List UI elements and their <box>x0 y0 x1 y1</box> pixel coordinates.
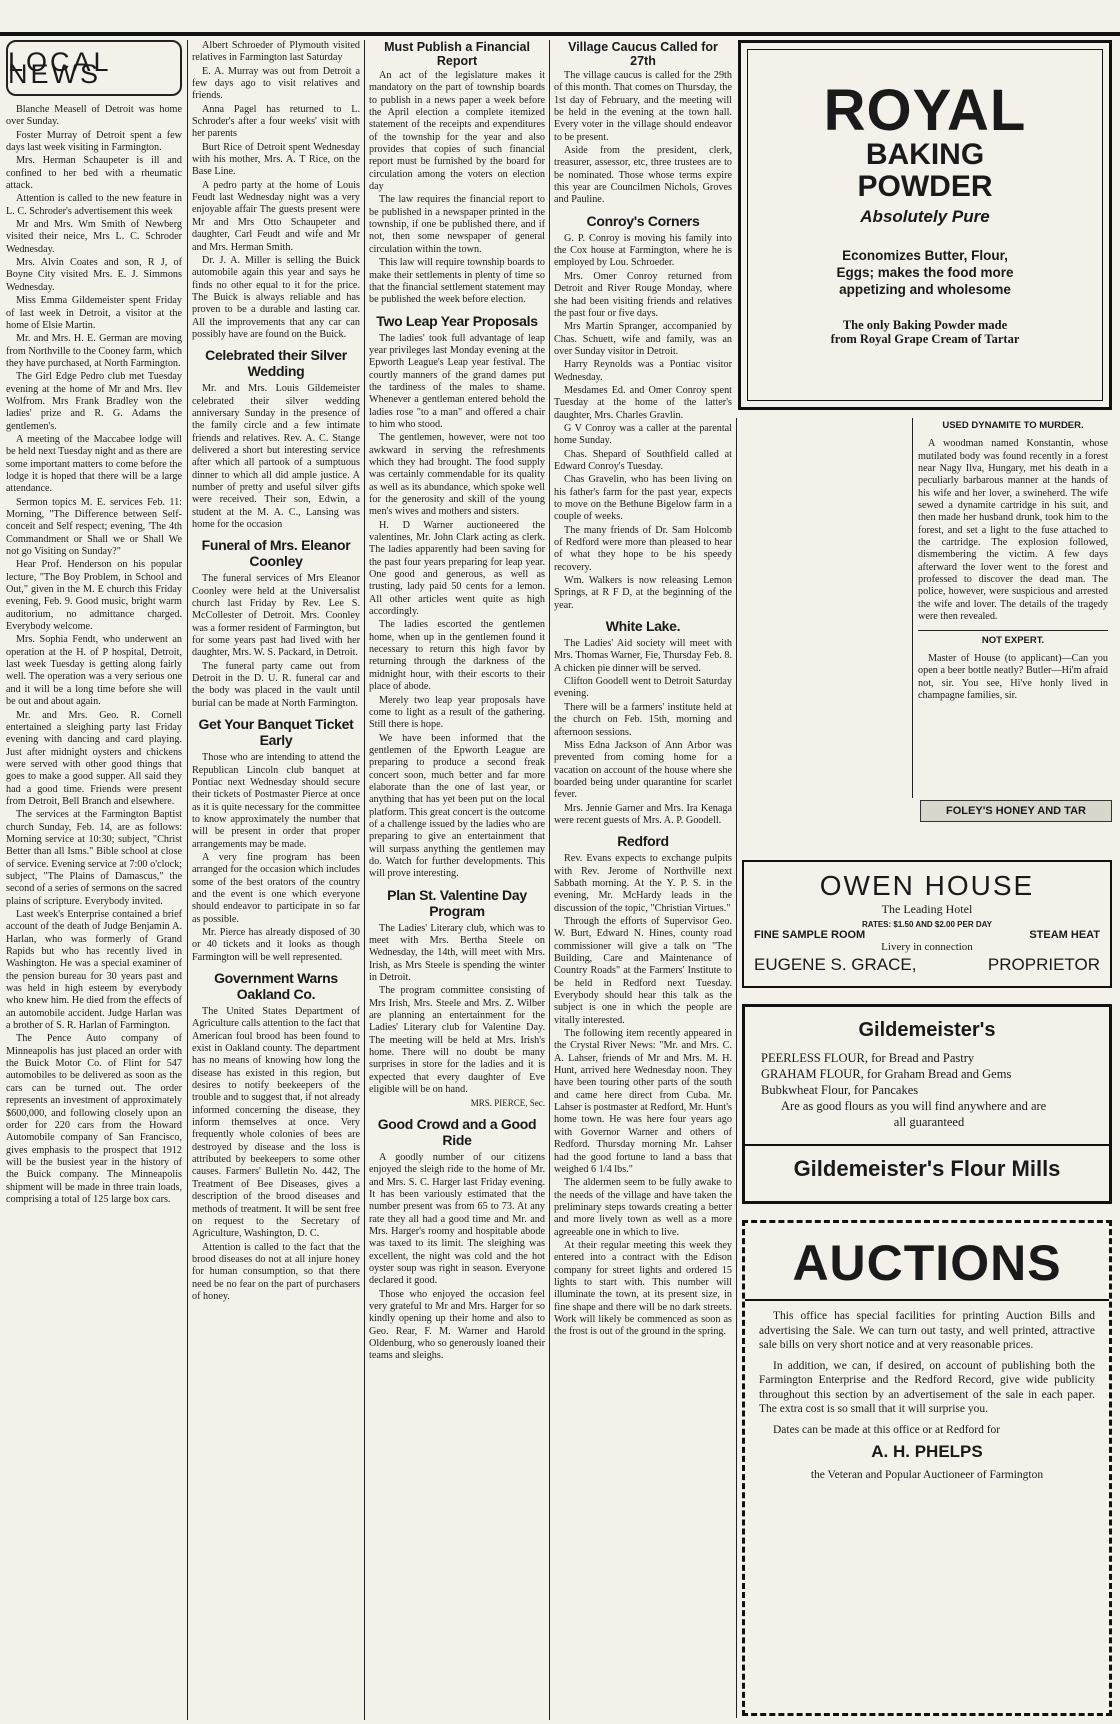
owen-proprietor-name: EUGENE S. GRACE, <box>754 955 917 974</box>
local-news-items <box>6 104 182 1206</box>
article-paragraph: A woodman named Konstantin, whose mutilated body was found recently in a forest near Nagy Ilva, Hungary, met his death in a peculiarly barbarous manner at the hands of his wife and her lover, a swineherd. The wife sewed a dynamite cartridge in his suit, and then made her husband drunk, took him to the forest, and set a light to the fuse attached to the cartridge. The explosion followed, dismembering the victim. A few days afterward the lover went to the forest and professed to discover the dead man. The police, however, were suspicious and arrested the wife and lover. The details of the tragedy were then revealed. <box>918 438 1108 623</box>
headline-white-lake: White Lake. <box>605 618 681 635</box>
gilde-line: Are as good flours as you will find anywhere and are <box>781 1099 1047 1113</box>
gilde-line: PEERLESS FLOUR, for Bread and Pastry <box>761 1051 975 1065</box>
owen-proprietor-title: PROPRIETOR <box>987 955 1100 974</box>
article-paragraph: The funeral services of Mrs Eleanor Coonley were held at the Universalist church last Friday by Rev. Lee S. McCollester of Detroit. Mrs. Coonley was a former resident of Farmington, but for some years past had lived with her daughter, Mrs. W. S. Packard, in Detroit. <box>192 573 360 659</box>
masthead-box <box>6 40 182 96</box>
auctions-title: AUCTIONS <box>792 1235 1062 1291</box>
auctions-paragraph: Dates can be made at this office or at Redford for <box>773 1423 1001 1436</box>
owen-subtitle: The Leading Hotel <box>881 902 973 916</box>
news-item: Burt Rice of Detroit spent Wednesday with his mother, Mrs. A. T Rice, on the Base Line. <box>192 141 360 178</box>
news-item: Mr. and Mrs. H. E. German are moving from Northville to the Cooney farm, which they have purchased, at North Farmington. <box>6 333 182 369</box>
article-paragraph: Wm. Walkers is now releasing Lemon Springs, at R F D, at the beginning of the year. <box>554 575 732 611</box>
owen-livery: Livery in connection <box>881 941 973 953</box>
ad-auctions <box>742 1220 1112 1716</box>
news-item: Mrs. Alvin Coates and son, R J, of Boyne City visited Mrs. E. J. Simmons Wednesday. <box>6 257 182 293</box>
article-paragraph: Miss Edna Jackson of Ann Arbor was prevented from coming home for a vacation on account of the house where she boarded being under quarantine for scarlet fever. <box>554 739 732 801</box>
article-paragraph: A goodly number of our citizens enjoyed the sleigh ride to the home of Mr. and Mrs. S. C. Harger last Friday evening. It has been variously estimated that the number present was from 65 to 73. At any rate they all had a good time and Mr. and Mrs. Harger's roomy and hospitable abode was taxed to its limit. The sleighing was excellent, the night was cold and the hot oyster soup was right in season. Everyone declared it good. <box>369 1151 545 1287</box>
article-paragraph: Chas. Shepard of Southfield called at Edward Conroy's Tuesday. <box>554 448 732 472</box>
ad-tagline: Absolutely Pure <box>860 207 990 226</box>
article-paragraph: G. P. Conroy is moving his family into the Cox house at Farmington, where he is employed by Lou. Schroeder. <box>554 232 732 269</box>
news-item: The services at the Farmington Baptist church Sunday, Feb. 14, are as follows: Morning service at 10:30; subject, "Christ Better than all Isms." Bible school at close of service. Evening service at 7:00 o'clock; subject, "The Plains of Damascus," the second of a series of sermons on the sacred plains of scripture. Everybody invited. <box>6 809 182 907</box>
article-paragraph: Aside from the president, clerk, treasurer, assessor, etc, three trustees are to be nominated. Those whose terms expire this year are Councilmen Nichols, Groves and Pauline. <box>554 145 732 206</box>
article-paragraph: G V Conroy was a caller at the parental home Sunday. <box>554 422 732 447</box>
column-five <box>918 418 1108 703</box>
column-rule <box>736 418 737 1718</box>
article-paragraph: The following item recently appeared in the Crystal River News: "Mr. and Mrs. C. A. Lahser, friends of Mr and Mrs. M. H. Hunt, arrived here Wednesday noon. They have been touring other parts of the south and came here direct from Cuba. Mr. Lahser is postmaster at Redford, Mr. Hunt's home town. He was here four years ago with Governor Warner and others of Redford. Thursday morning Mr. Lahser had the good fortune to land a bass that weighed 6 1/4 lbs." <box>554 1028 732 1175</box>
masthead-title: LOCAL NEWS <box>8 46 112 89</box>
column-four <box>554 40 732 1340</box>
headline-not-expert: NOT EXPERT. <box>981 634 1045 646</box>
article-paragraph: The law requires the financial report to be published in a newspaper printed in the township, if one be published there, and if not, then some newspaper of general circulation within the town. <box>369 194 545 255</box>
article-paragraph: Rev. Evans expects to exchange pulpits with Rev. Jerome of Northville next Sabbath morning. At the Y. P. S. in the evening, Mr. McHardy leads in the discussion of the topic, "Christian Virtues." <box>554 853 732 914</box>
news-item: Attention is called to the new feature in L. C. Schroder's advertisement this week <box>6 193 182 217</box>
article-paragraph: Mr. Pierce has already disposed of 30 or 40 tickets and it looks as though Farmington will be well represented. <box>192 926 360 963</box>
headline-leap-year: Two Leap Year Proposals <box>376 312 538 329</box>
headline-dynamite: USED DYNAMITE TO MURDER. <box>942 420 1084 431</box>
news-item: A pedro party at the home of Louis Feudt last Wednesday night was a very enjoyable affair The guests present were Mr and Mrs Otto Schaupeter and daughter, Carl Feudt and wife and Mr and Mrs. Herman Smith. <box>192 179 360 253</box>
gilde-line: Bubkwheat Flour, for Pancakes <box>761 1083 919 1097</box>
article-paragraph: Through the efforts of Supervisor Geo. W. Burt, Edward N. Hines, county road commissioner will give a talk on "The Building, Care and Maintenance of Country Roads" at the Farmers' Institute to be held in Redford next Tuesday. Everybody should hear this talk as the subject is one in which the people are vitally interested. <box>554 915 732 1026</box>
news-item: Foster Murray of Detroit spent a few days last week visiting in Farmington. <box>6 129 182 154</box>
auctions-paragraph: the Veteran and Popular Auctioneer of Farmington <box>810 1468 1044 1481</box>
article-paragraph: Mrs Martin Spranger, accompanied by Chas. Schuett, wife and family, was an over Sunday visitor in Detroit. <box>554 321 732 357</box>
article-paragraph: Clifton Goodell went to Detroit Saturday evening. <box>554 676 732 700</box>
ad-line: appetizing and wholesome <box>839 282 1011 297</box>
article-paragraph: Mrs. Jennie Garner and Mrs. Ira Kenaga were recent guests of Mrs. A. P. Goodell. <box>554 802 732 826</box>
owen-left: FINE SAMPLE ROOM <box>754 929 866 941</box>
owen-right: STEAM HEAT <box>1029 929 1100 941</box>
column-two <box>192 40 360 1304</box>
news-item: Albert Schroeder of Plymouth visited relatives in Farmington last Saturday <box>192 40 360 64</box>
owen-rates: RATES: $1.50 AND $2.00 PER DAY <box>862 920 992 929</box>
article-paragraph: Attention is called to the fact that the brood diseases do not at all injure honey for human consumption, so that there need be no fear on the part of purchasers of honey. <box>192 1241 360 1302</box>
article-paragraph: There will be a farmers' institute held at the church on Feb. 15th, morning and afternoon sessions. <box>554 701 732 738</box>
news-item: Mrs. Herman Schaupeter is ill and confined to her bed with a rheumatic attack. <box>6 155 182 192</box>
auctions-paragraph: In addition, we can, if desired, on account of publishing both the Farmington Enterprise and the Redford Record, give wide publicity throughout this section by an advertisement of the sale in each paper. The extra cost is so small that it will surprise you. <box>759 1359 1095 1415</box>
article-paragraph: The gentlemen, however, were not too awkward in serving the refreshments which they had brought. The food supply was certainly commendable for its quality as well as its abundance, which spoke well for the generosity and skill of the young men's wives and mothers and sisters. <box>369 432 545 518</box>
article-paragraph: Mr. and Mrs. Louis Gildemeister celebrated their silver wedding anniversary Sunday in the presence of the family circle and a few intimate friends and relatives. Rev. A. C. Stange delivered a short but interesting service after which all partook of a sumptuous dinner to which all did ample justice. A number of pretty and useful silver gifts were received. Their son, Edwin, a student at the M. A. C., Lansing was home for the occasion <box>192 383 360 531</box>
gilde-title: Gildemeister's <box>858 1019 996 1041</box>
news-item: Miss Emma Gildemeister spent Friday of last week in Detroit, a visitor at the home of Elsie Martin. <box>6 295 182 331</box>
owen-title: OWEN HOUSE <box>819 870 1035 901</box>
article-paragraph: The United States Department of Agriculture calls attention to the fact that American foul brood has been found to exist in Oakland county. The department has no means of knowing how long the disease has existed in this region, but desires to notify beekeepers of the trouble and to suggest that, if not already informed concerning the disease, they inform themselves at once. Very frequently whole colonies of bees are destroyed by disease and the loss is attributed by beekeepers to some other causes. Farmers' Bulletin No. 442, The Treatment of Bee Diseases, gives a description of the brood diseases and methods of treatment. It will be sent free on request to the Secretary of Agriculture, Washington, D. C. <box>192 1006 360 1240</box>
auctioneer-name: A. H. PHELPS <box>871 1442 983 1461</box>
article-paragraph: The ladies escorted the gentlemen home, when up in the gentlemen found it necessary to return this high favor by returning through the darkness of the midnight hour, with their escorts to their place of abode. <box>369 619 545 693</box>
article-paragraph: Chas Gravelin, who has been living on his father's farm for the past year, expects to move on the Bethune Bigelow farm in a couple of weeks. <box>554 474 732 523</box>
article-paragraph: Harry Reynolds was a Pontiac visitor Wednesday. <box>554 359 732 383</box>
news-item: Dr. J. A. Miller is selling the Buick automobile again this year and says he finds no other equal to it for the price. The Buick is always reliable and has proven to be a durable and lasting car. All the improvements that any car can possibly have are found on the Buick. <box>192 254 360 340</box>
news-item: Mrs. Sophia Fendt, who underwent an operation at the H. of P hospital, Detroit, last week Tuesday is getting along fairly well. The operation was a very serious one and it will be a long time before she will be out and about again. <box>6 634 182 708</box>
headline-silver-wedding: Celebrated their Silver Wedding <box>205 347 347 380</box>
article-paragraph: A very fine program has been arranged for the occasion which includes some of the best orators of the country and the event is one which everyone should endeavor to participate in so far as possible. <box>192 851 360 925</box>
headline-banquet-ticket: Get Your Banquet Ticket Early <box>198 716 354 749</box>
article-paragraph: Mrs. Omer Conroy returned from Detroit and River Rouge Monday, where she had been visiting friends and relatives the past four or five days. <box>554 270 732 319</box>
news-item: Mr. and Mrs. Geo. R. Cornell entertained a sleighing party last Friday evening with dancing and card playing. Just after midnight oysters and chickens were served with other good things that goes to make a good supper. All said they had a good time. Friends were present from Detroit, Bell Branch and elsewhere. <box>6 709 182 807</box>
ad-royal-baking-powder <box>738 40 1112 410</box>
headline-good-crowd: Good Crowd and a Good Ride <box>377 1115 537 1148</box>
ad-line: Eggs; makes the food more <box>836 265 1014 280</box>
signature: MRS. PIERCE, Sec. <box>470 1098 545 1109</box>
royal-brand: ROYAL <box>823 78 1027 143</box>
article-paragraph: At their regular meeting this week they entered into a contract with the Edison company for street lights and ordered 15 lights to start with. This number will illuminate the town, at its present size, in fine shape and there will be no dark streets. Work will likely be commenced as soon as the frost is out of the ground in the spring. <box>554 1239 732 1338</box>
column-rule <box>364 40 365 1720</box>
article-paragraph: The many friends of Dr. Sam Holcomb of Redford were more than pleased to hear of what they hope to be his speedy recovery. <box>554 524 732 573</box>
ad-line: from Royal Grape Cream of Tartar <box>830 332 1020 346</box>
column-rule <box>187 40 188 1720</box>
news-item: Anna Pagel has returned to L. Schroder's after a four weeks' visit with her parents <box>192 103 360 140</box>
article-paragraph: The funeral party came out from Detroit in the D. U. R. funeral car and the body was placed in the vault until burial can be made at North Farmington. <box>192 660 360 709</box>
column-rule <box>549 40 550 1720</box>
article-paragraph: Those who enjoyed the occasion feel very grateful to Mr and Mrs. Harger for so kindly opening up their home and also to Geo. Rear, F. M. Warner and Harold Oldenburg, who so generously loaned their teams and sleighs. <box>369 1288 545 1362</box>
ad-gildemeister <box>742 1004 1112 1204</box>
article-paragraph: The Ladies' Aid society will meet with Mrs. Thomas Warner, Fie, Thursday Feb. 8. A chicken pie dinner will be served. <box>554 638 732 674</box>
article-paragraph: This law will require township boards to make their settlements in plenty of time so that the financial settlement statement may be published the week before election. <box>369 257 545 306</box>
gilde-line: all guaranteed <box>893 1115 965 1129</box>
article-paragraph: Mesdames Ed. and Omer Conroy spent Tuesday at the home of the latter's daughter, Mrs. Charles Gravlin. <box>554 384 732 421</box>
news-item: The Pence Auto company of Minneapolis has just placed an order with the Buick Motor Co. of Flint for 547 automobiles to be delivered as soon as the cars can be turned out. The order represents an investment of approximately $600,000, and following closely upon an order for 220 cars from the Howard Automobile company of San Francisco, gives emphasis to the prospect that 1912 will be the busiest year in the history of the Buick company. The Minneapolis shipment will be made in three train loads, comprising a total of 125 large box cars. <box>6 1033 182 1205</box>
article-paragraph: An act of the legislature makes it mandatory on the part of township boards to publish in a news paper a week before the April election a complete itemized statement of the receipts and expenditures of the township for the year and also provides that copies of such financial report must be furnished by the board for circulation among the voters on election day <box>369 70 545 193</box>
article-paragraph: Master of House (to applicant)—Can you open a beer bottle neatly? Butler—Hi'm afraid not, sir. You see, Hi've honly lived in champagne families, sir. <box>918 652 1108 701</box>
headline-funeral: Funeral of Mrs. Eleanor Coonley <box>201 537 351 570</box>
headline-village-caucus: Village Caucus Called for 27th <box>568 40 718 68</box>
column-rule <box>912 418 913 798</box>
ad-owen-house <box>742 860 1112 988</box>
news-item: Last week's Enterprise contained a brief account of the death of Judge Benjamin A. Harlan, who was formerly of Grand Rapids but who has recently lived in Washington. He was a special examiner of the pension bureau for 30 years past and was held in high esteem by everybody who knew him. He died from the effects of an automobile accident. Judge Harlan was a brother of S. R. Harlan of Farmington. <box>6 909 182 1032</box>
article-paragraph: The Ladies' Literary club, which was to meet with Mrs. Bertha Steele on Wednesday, the 14th, will meet with Mrs. Irish, as Mrs Steele is spending the winter in Detroit. <box>369 922 545 984</box>
news-item: A meeting of the Maccabee lodge will be held next Tuesday night and as there are some important matters to come before the lodge it is hoped that there will be a large attendance. <box>6 433 182 495</box>
column-two-items <box>192 40 360 341</box>
article-paragraph: The village caucus is called for the 29th of this month. That comes on Thursday, the 1st day of February, and the meeting will be held in the evening at the town hall. Every voter in the village should endeavor to be present. <box>554 70 732 143</box>
ad-line: The only Baking Powder made <box>842 318 1008 332</box>
headline-financial-report: Must Publish a Financial Report <box>384 40 530 68</box>
headline-valentine-program: Plan St. Valentine Day Program <box>387 886 527 919</box>
ad-honey-tar: FOLEY'S HONEY AND TAR <box>920 800 1112 822</box>
article-paragraph: H. D Warner auctioneered the valentines, Mr. John Clark acting as clerk. The ladies apparently had been saving for the past four years preparing for leap year. One good and generous, as well as trusting, lady paid 50 cents for a lemon. All other articles went quite as high accordingly. <box>369 519 545 618</box>
column-three <box>369 40 545 1364</box>
top-rule <box>0 32 1120 36</box>
headline-redford: Redford <box>617 833 669 850</box>
news-item: E. A. Murray was out from Detroit a few days ago to visit relatives and friends. <box>192 65 360 102</box>
article-paragraph: Merely two leap year proposals have come to light as a result of the gathering. Still there is hope. <box>369 694 545 731</box>
column-local-news <box>6 40 182 1207</box>
news-item: The Girl Edge Pedro club met Tuesday evening at the home of Mr and Mrs. Ilev Wolfrom. Mrs Frank Bradley won the ladies' prize and R. G. Adams the gentlemen's. <box>6 371 182 432</box>
news-item: Mr and Mrs. Wm Smith of Newberg visited their neice, Mrs L. C. Schroder Wednesday. <box>6 219 182 255</box>
article-paragraph: Those who are intending to attend the Republican Lincoln club banquet at Pontiac next Wednesday should secure their tickets of Postmaster Pierce at once as it is quite necessary for the committee to know approximately the number that will be present in order that proper arrangements may be made. <box>192 752 360 850</box>
headline-conroys-corners: Conroy's Corners <box>586 212 700 229</box>
baking-brand: BAKING <box>865 138 985 171</box>
news-item: Hear Prof. Henderson on his popular lecture, "The Boy Problem, in School and Out," given in the M. E church this Friday evening, Feb. 9. Good music, bright warm auditorium, no admittance charged. Everybody welcome. <box>6 559 182 633</box>
news-item: Blanche Measell of Detroit was home over Sunday. <box>6 104 182 128</box>
article-paragraph: The aldermen seem to be fully awake to the needs of the village and have taken the preliminary steps towards creating a better and more lively town as well as a more agreeable one in which to live. <box>554 1177 732 1238</box>
article-paragraph: The ladies' took full advantage of leap year privileges last Monday evening at the Epworth League's Leap year festival. The courtly manners of the grand dames put the tardiness of the males to shame. Whenever a gentleman entered behold the ladies rose "to a man" and offered a chair to him who stood. <box>369 332 545 430</box>
auctions-paragraph: This office has special facilities for printing Auction Bills and advertising the Sale. We can turn out tasty, and well printed, attractive sale bills on very short notice and at very reasonable prices. <box>759 1310 1095 1351</box>
headline-government-warns: Government Warns Oakland Co. <box>214 970 338 1002</box>
article-paragraph: The program committee consisting of Mrs Irish, Mrs. Steele and Mrs. Z. Wilber are planning an entertainment for the Ladies' Literary club for Valentine Day. The meeting will be held at Mrs. Irish's home. There will no doubt be many surprises in store for the ladies and it is expected that every daughter of Eve eligible will be on hand. <box>369 985 545 1096</box>
news-item: Sermon topics M. E. services Feb. 11: Morning, "The Difference between Self-conceit and Self respect; evening, 'The 4th Commandment or Shall we or Shall We not go Visiting on Sunday?" <box>6 496 182 558</box>
powder-brand: POWDER <box>857 170 993 203</box>
ad-line: Economizes Butter, Flour, <box>842 248 1008 263</box>
gilde-line: GRAHAM FLOUR, for Graham Bread and Gems <box>761 1067 1012 1081</box>
article-paragraph: We have been informed that the gentlemen of the Epworth League are preparing to produce a second freak concert soon, much better and far more elaborate than the one of last year, or anything that has yet been put on the local platform. This great concert is the outcome of a challenge issued by the ladies who are preparing to give an entertainment that will surpass anything the gentlemen may do. Watch for further developments. This will prove interesting. <box>369 732 545 880</box>
gilde-footer: Gildemeister's Flour Mills <box>793 1156 1061 1181</box>
